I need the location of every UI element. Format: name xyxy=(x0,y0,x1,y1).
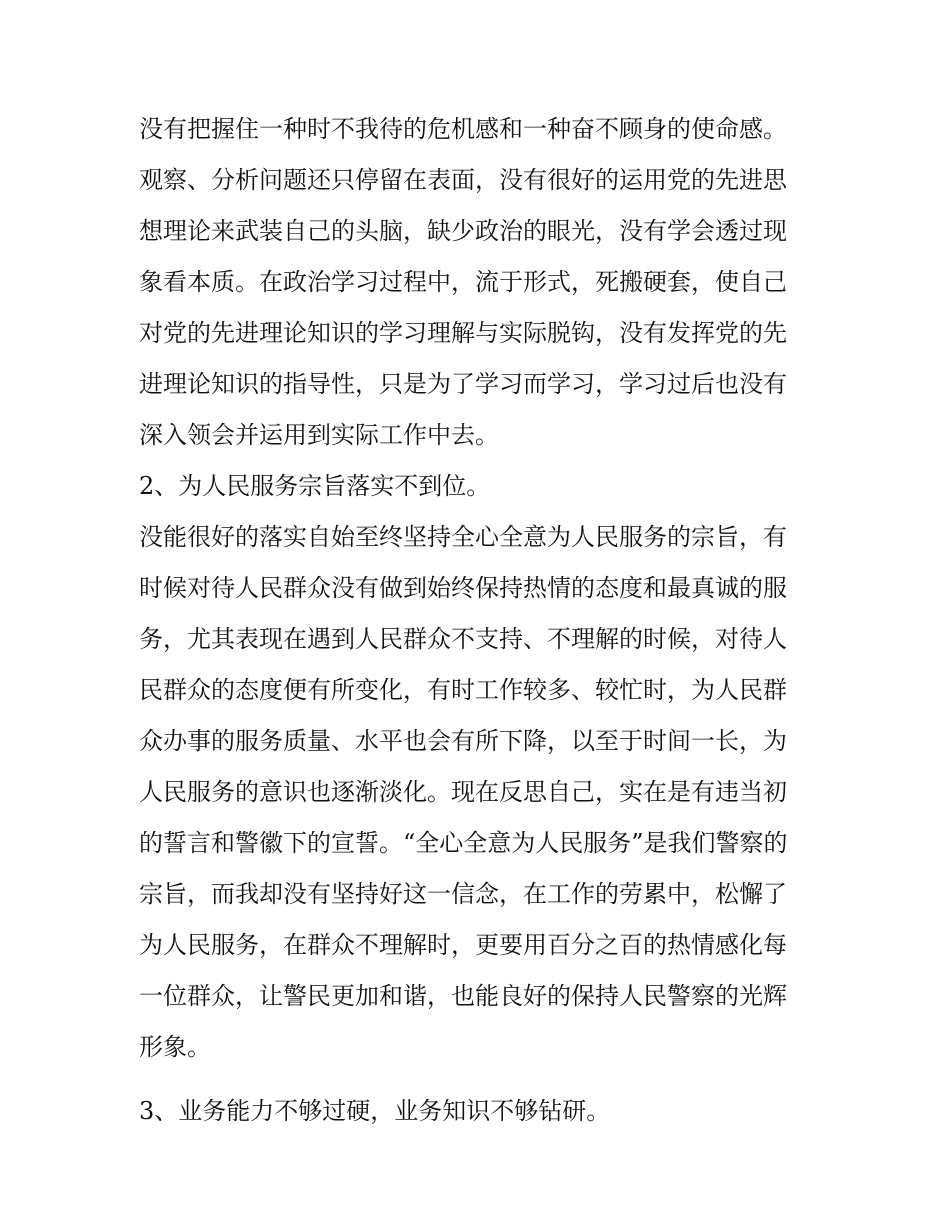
text-line: 没有把握住一种时不我待的危机感和一种奋不顾身的使命感。 xyxy=(139,115,787,143)
text-line: 务，尤其表现在遇到人民群众不支持、不理解的时候，对待人 xyxy=(139,625,787,653)
text-line: 想理论来武装自己的头脑，缺少政治的眼光，没有学会透过现 xyxy=(139,217,787,245)
text-line: 众办事的服务质量、水平也会有所下降，以至于时间一长，为 xyxy=(139,727,787,755)
text-line: 时候对待人民群众没有做到始终保持热情的态度和最真诚的服 xyxy=(139,574,787,602)
text-line: 为人民服务，在群众不理解时，更要用百分之百的热情感化每 xyxy=(139,931,787,959)
text-line: 对党的先进理论知识的学习理解与实际脱钩，没有发挥党的先 xyxy=(139,319,787,347)
section-heading-2: 2、为人民服务宗旨落实不到位。 xyxy=(139,472,491,500)
text-line: 民群众的态度便有所变化，有时工作较多、较忙时，为人民群 xyxy=(139,676,787,704)
text-line: 象看本质。在政治学习过程中，流于形式，死搬硬套，使自己 xyxy=(139,268,787,296)
paragraph-gap xyxy=(139,1073,819,1086)
text-line: 的誓言和警徽下的宣誓。“全心全意为人民服务”是我们警察的 xyxy=(139,829,788,857)
text-line: 进理论知识的指导性，只是为了学习而学习，学习过后也没有 xyxy=(139,370,787,398)
section-heading-3: 3、业务能力不够过硬，业务知识不够钻研。 xyxy=(139,1097,611,1125)
text-line: 人民服务的意识也逐渐淡化。现在反思自己，实在是有违当初 xyxy=(139,778,787,806)
text-line: 宗旨，而我却没有坚持好这一信念，在工作的劳累中，松懈了 xyxy=(139,880,787,908)
text-line: 形象。 xyxy=(139,1033,211,1061)
text-line: 没能很好的落实自始至终坚持全心全意为人民服务的宗旨，有 xyxy=(139,523,787,551)
text-line: 深入领会并运用到实际工作中去。 xyxy=(139,421,499,449)
document-body xyxy=(139,104,819,1137)
text-line: 观察、分析问题还只停留在表面，没有很好的运用党的先进思 xyxy=(139,166,787,194)
text-line: 一位群众，让警民更加和谐，也能良好的保持人民警察的光辉 xyxy=(139,982,787,1010)
